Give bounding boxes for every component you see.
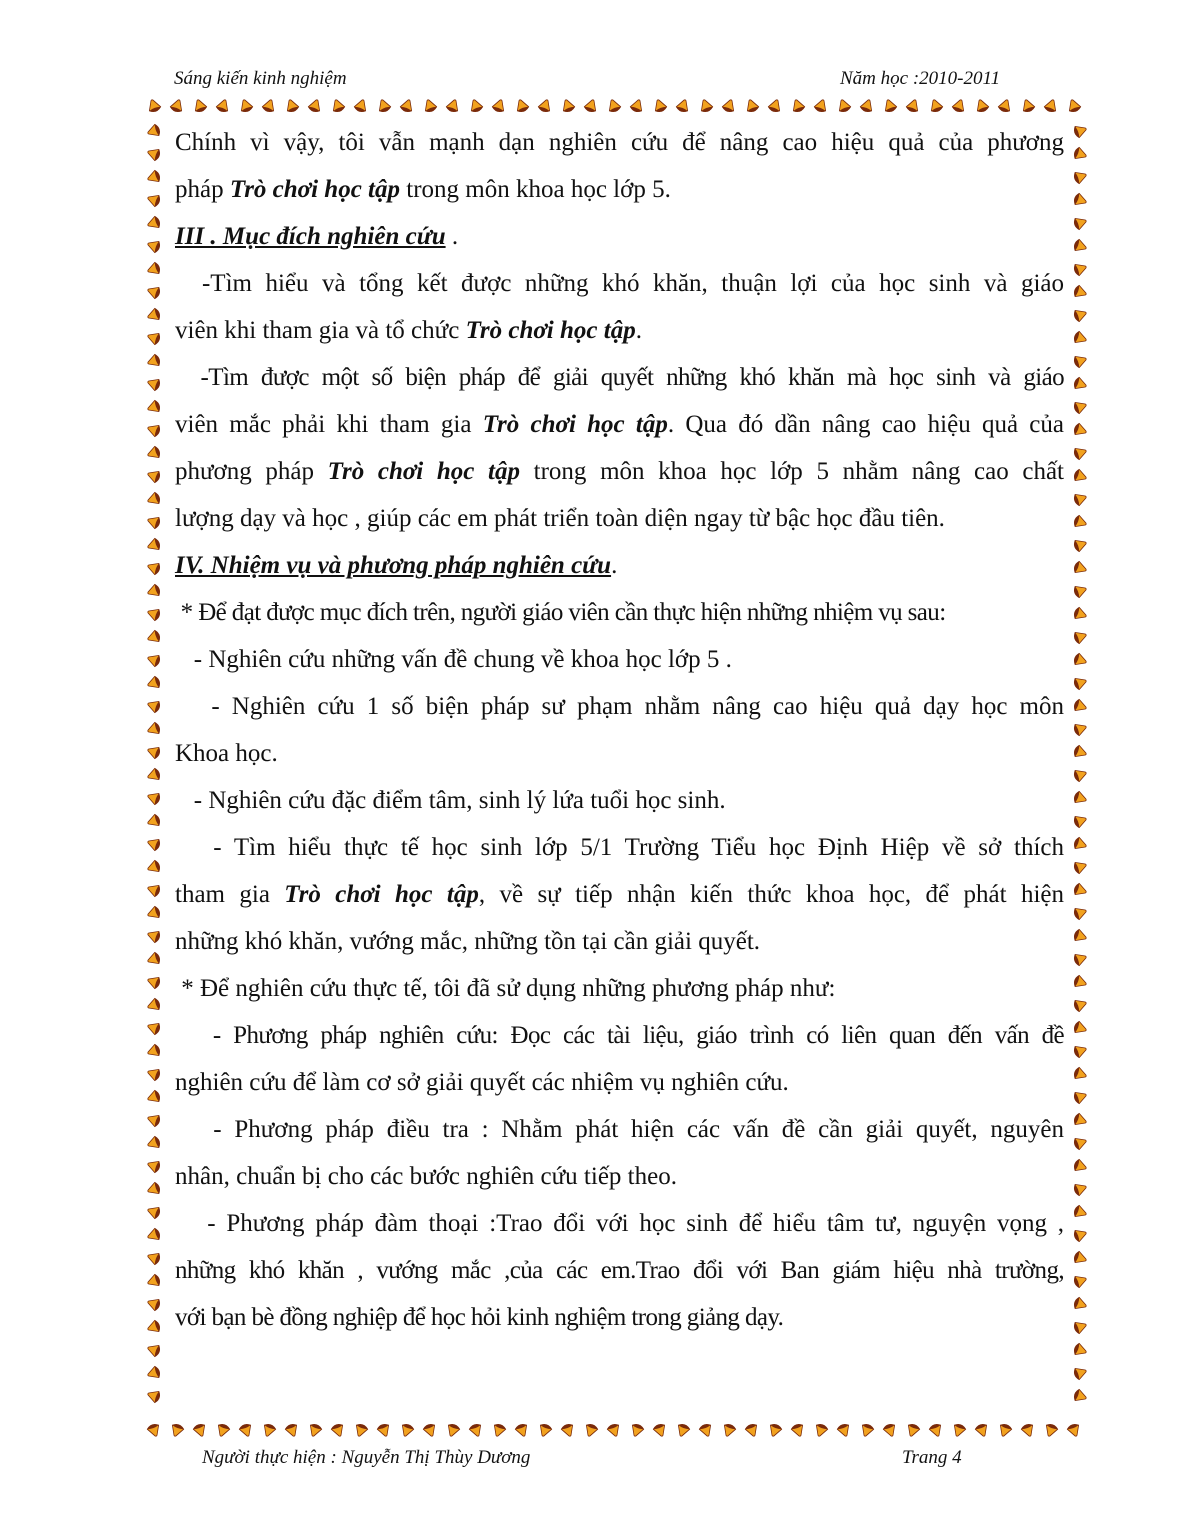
candy-corn-ornament bbox=[146, 1135, 161, 1150]
candy-corn-ornament bbox=[468, 98, 483, 113]
candy-corn-ornament bbox=[1073, 1089, 1088, 1104]
candy-corn-ornament bbox=[1073, 123, 1088, 138]
section-heading-iv: IV. Nhiệm vụ và phương pháp nghiên cứu. bbox=[175, 552, 618, 579]
candy-corn-ornament bbox=[261, 1423, 276, 1438]
candy-corn-ornament bbox=[445, 1423, 460, 1438]
candy-corn-ornament bbox=[1073, 169, 1088, 184]
candy-corn-ornament bbox=[146, 1020, 161, 1035]
candy-corn-ornament bbox=[238, 98, 253, 113]
candy-corn-ornament bbox=[1073, 629, 1088, 644]
candy-corn-ornament bbox=[146, 813, 161, 828]
candy-corn-ornament bbox=[721, 1423, 736, 1438]
candy-corn-ornament bbox=[146, 882, 161, 897]
footer-author: Người thực hiện : Nguyễn Thị Thùy Dương bbox=[202, 1447, 531, 1468]
candy-corn-ornament bbox=[307, 98, 322, 113]
candy-corn-ornament bbox=[514, 98, 529, 113]
candy-corn-ornament bbox=[146, 376, 161, 391]
candy-corn-ornament bbox=[1073, 1020, 1088, 1035]
candy-corn-ornament bbox=[146, 537, 161, 552]
candy-corn-ornament bbox=[1073, 721, 1088, 736]
candy-corn-ornament bbox=[146, 98, 161, 113]
candy-corn-ornament bbox=[1073, 353, 1088, 368]
candy-corn-ornament bbox=[721, 98, 736, 113]
candy-corn-ornament bbox=[146, 698, 161, 713]
body-line: nhân, chuẩn bị cho các bước nghiên cứu tiếp theo. bbox=[175, 1163, 677, 1190]
candy-corn-ornament bbox=[422, 98, 437, 113]
candy-corn-ornament bbox=[146, 721, 161, 736]
candy-corn-ornament bbox=[813, 98, 828, 113]
emphasis-term: Trò chơi học tập bbox=[482, 411, 668, 438]
footer-page-number: Trang 4 bbox=[902, 1447, 962, 1468]
candy-corn-ornament bbox=[146, 169, 161, 184]
candy-corn-ornament bbox=[215, 98, 230, 113]
candy-corn-ornament bbox=[215, 1423, 230, 1438]
emphasis-term: Trò chơi học tập bbox=[284, 881, 479, 908]
body-line: với bạn bè đồng nghiệp để học hỏi kinh nghiệm trong giảng dạy. bbox=[175, 1304, 784, 1331]
body-line: những khó khăn, vướng mắc, những tồn tại cần giải quyết. bbox=[175, 928, 761, 955]
candy-corn-ornament bbox=[1073, 882, 1088, 897]
candy-corn-ornament bbox=[146, 123, 161, 138]
candy-corn-ornament bbox=[146, 192, 161, 207]
body-line: lượng dạy và học , giúp các em phát triển toàn diện ngay từ bậc học đầu tiên. bbox=[175, 505, 945, 532]
candy-corn-ornament bbox=[261, 98, 276, 113]
candy-corn-ornament bbox=[1073, 1158, 1088, 1173]
candy-corn-ornament bbox=[1073, 284, 1088, 299]
candy-corn-ornament bbox=[146, 1158, 161, 1173]
candy-corn-ornament bbox=[445, 98, 460, 113]
body-line: pháp Trò chơi học tập trong môn khoa học lớp 5. bbox=[175, 176, 671, 203]
candy-corn-ornament bbox=[146, 1273, 161, 1288]
candy-corn-ornament bbox=[1073, 1319, 1088, 1334]
body-line: Khoa học. bbox=[175, 740, 278, 767]
candy-corn-ornament bbox=[192, 1423, 207, 1438]
candy-corn-ornament bbox=[146, 468, 161, 483]
candy-corn-ornament bbox=[1073, 606, 1088, 621]
section-heading-iii: III . Mục đích nghiên cứu . bbox=[175, 223, 459, 250]
candy-corn-ornament bbox=[1073, 537, 1088, 552]
candy-corn-ornament bbox=[905, 1423, 920, 1438]
candy-corn-ornament bbox=[1073, 859, 1088, 874]
candy-corn-ornament bbox=[146, 997, 161, 1012]
emphasis-term: Trò chơi học tập bbox=[327, 458, 520, 485]
candy-corn-ornament bbox=[951, 1423, 966, 1438]
body-line: viên khi tham gia và tổ chức Trò chơi học tập. bbox=[175, 317, 642, 344]
candy-corn-ornament bbox=[146, 1204, 161, 1219]
candy-corn-ornament bbox=[606, 1423, 621, 1438]
candy-corn-ornament bbox=[1073, 1342, 1088, 1357]
candy-corn-ornament bbox=[675, 1423, 690, 1438]
candy-corn-ornament bbox=[583, 1423, 598, 1438]
candy-corn-ornament bbox=[882, 98, 897, 113]
candy-corn-ornament bbox=[997, 1423, 1012, 1438]
candy-corn-ornament bbox=[974, 1423, 989, 1438]
candy-corn-ornament bbox=[376, 98, 391, 113]
candy-corn-ornament bbox=[146, 514, 161, 529]
candy-corn-ornament bbox=[928, 98, 943, 113]
body-line: Chính vì vậy, tôi vẫn mạnh dạn nghiên cứu để nâng cao hiệu quả của phương bbox=[175, 129, 1064, 156]
header-school-year: Năm học :2010-2011 bbox=[840, 68, 1001, 89]
candy-corn-ornament bbox=[146, 307, 161, 322]
body-line: - Tìm hiểu thực tế học sinh lớp 5/1 Trường Tiểu học Định Hiệp về sở thích bbox=[175, 834, 1064, 861]
candy-corn-ornament bbox=[376, 1423, 391, 1438]
candy-corn-ornament bbox=[146, 215, 161, 230]
candy-corn-ornament bbox=[1073, 399, 1088, 414]
candy-corn-ornament bbox=[1073, 905, 1088, 920]
body-line: -Tìm hiểu và tổng kết được những khó khăn, thuận lợi của học sinh và giáo bbox=[175, 270, 1064, 297]
candy-corn-ornament bbox=[146, 491, 161, 506]
candy-corn-ornament bbox=[169, 1423, 184, 1438]
candy-corn-ornament bbox=[514, 1423, 529, 1438]
candy-corn-ornament bbox=[1073, 790, 1088, 805]
candy-corn-ornament bbox=[1073, 468, 1088, 483]
candy-corn-ornament bbox=[1073, 560, 1088, 575]
candy-corn-ornament bbox=[146, 261, 161, 276]
candy-corn-ornament bbox=[1043, 98, 1058, 113]
candy-corn-ornament bbox=[767, 1423, 782, 1438]
body-line: - Nghiên cứu những vấn đề chung về khoa học lớp 5 . bbox=[175, 646, 732, 673]
emphasis-term: Trò chơi học tập bbox=[465, 317, 636, 344]
candy-corn-ornament bbox=[353, 1423, 368, 1438]
candy-corn-ornament bbox=[146, 1365, 161, 1380]
candy-corn-ornament bbox=[1073, 1204, 1088, 1219]
candy-corn-ornament bbox=[1066, 98, 1081, 113]
candy-corn-ornament bbox=[1073, 583, 1088, 598]
body-line: - Phương pháp đàm thoại :Trao đổi với học sinh để hiểu tâm tư, nguyện vọng , bbox=[175, 1210, 1064, 1237]
candy-corn-ornament bbox=[146, 238, 161, 253]
candy-corn-ornament bbox=[537, 98, 552, 113]
body-line: - Phương pháp nghiên cứu: Đọc các tài liệu, giáo trình có liên quan đến vấn đề bbox=[175, 1022, 1064, 1049]
candy-corn-ornament bbox=[146, 560, 161, 575]
candy-corn-ornament bbox=[146, 629, 161, 644]
candy-corn-ornament bbox=[629, 1423, 644, 1438]
candy-corn-ornament bbox=[583, 98, 598, 113]
candy-corn-ornament bbox=[146, 1066, 161, 1081]
candy-corn-ornament bbox=[146, 1388, 161, 1403]
body-line: viên mắc phải khi tham gia Trò chơi học tập. Qua đó dần nâng cao hiệu quả của bbox=[175, 411, 1064, 438]
candy-corn-ornament bbox=[1073, 836, 1088, 851]
candy-corn-ornament bbox=[1073, 813, 1088, 828]
candy-corn-ornament bbox=[422, 1423, 437, 1438]
body-line: - Nghiên cứu đặc điểm tâm, sinh lý lứa tuổi học sinh. bbox=[175, 787, 726, 814]
candy-corn-ornament bbox=[1073, 951, 1088, 966]
candy-corn-ornament bbox=[146, 859, 161, 874]
candy-corn-ornament bbox=[146, 652, 161, 667]
candy-corn-ornament bbox=[744, 98, 759, 113]
candy-corn-ornament bbox=[146, 583, 161, 598]
candy-corn-ornament bbox=[1020, 1423, 1035, 1438]
candy-corn-ornament bbox=[146, 445, 161, 460]
candy-corn-ornament bbox=[1073, 1388, 1088, 1403]
candy-corn-ornament bbox=[1073, 1365, 1088, 1380]
candy-corn-ornament bbox=[169, 98, 184, 113]
candy-corn-ornament bbox=[1073, 744, 1088, 759]
candy-corn-ornament bbox=[146, 284, 161, 299]
emphasis-term: Trò chơi học tập bbox=[229, 176, 400, 203]
candy-corn-ornament bbox=[146, 1342, 161, 1357]
candy-corn-ornament bbox=[1073, 1066, 1088, 1081]
candy-corn-ornament bbox=[1073, 1112, 1088, 1127]
candy-corn-ornament bbox=[1073, 215, 1088, 230]
candy-corn-ornament bbox=[859, 98, 874, 113]
candy-corn-ornament bbox=[1020, 98, 1035, 113]
body-line: -Tìm được một số biện pháp để giải quyết những khó khăn mà học sinh và giáo bbox=[175, 364, 1064, 391]
candy-corn-ornament bbox=[1073, 652, 1088, 667]
candy-corn-ornament bbox=[790, 1423, 805, 1438]
candy-corn-ornament bbox=[1066, 1423, 1081, 1438]
candy-corn-ornament bbox=[192, 98, 207, 113]
candy-corn-ornament bbox=[1073, 1043, 1088, 1058]
candy-corn-ornament bbox=[491, 1423, 506, 1438]
candy-corn-ornament bbox=[1073, 307, 1088, 322]
candy-corn-ornament bbox=[146, 836, 161, 851]
candy-corn-ornament bbox=[146, 767, 161, 782]
candy-corn-ornament bbox=[1073, 238, 1088, 253]
candy-corn-ornament bbox=[1073, 1296, 1088, 1311]
candy-corn-ornament bbox=[1073, 974, 1088, 989]
candy-corn-ornament bbox=[997, 98, 1012, 113]
candy-corn-ornament bbox=[1073, 1273, 1088, 1288]
candy-corn-ornament bbox=[652, 98, 667, 113]
candy-corn-ornament bbox=[468, 1423, 483, 1438]
candy-corn-ornament bbox=[1073, 330, 1088, 345]
candy-corn-ornament bbox=[1073, 1181, 1088, 1196]
candy-corn-ornament bbox=[813, 1423, 828, 1438]
candy-corn-ornament bbox=[146, 974, 161, 989]
candy-corn-ornament bbox=[146, 1296, 161, 1311]
candy-corn-ornament bbox=[652, 1423, 667, 1438]
candy-corn-ornament bbox=[698, 98, 713, 113]
candy-corn-ornament bbox=[146, 1250, 161, 1265]
candy-corn-ornament bbox=[330, 98, 345, 113]
candy-corn-ornament bbox=[284, 98, 299, 113]
candy-corn-ornament bbox=[836, 1423, 851, 1438]
candy-corn-ornament bbox=[1073, 698, 1088, 713]
candy-corn-ornament bbox=[1073, 491, 1088, 506]
candy-corn-ornament bbox=[146, 1423, 161, 1438]
candy-corn-ornament bbox=[698, 1423, 713, 1438]
candy-corn-ornament bbox=[146, 744, 161, 759]
candy-corn-ornament bbox=[629, 98, 644, 113]
candy-corn-ornament bbox=[146, 1112, 161, 1127]
header-title: Sáng kiến kinh nghiệm bbox=[174, 68, 347, 89]
candy-corn-ornament bbox=[146, 1181, 161, 1196]
candy-corn-ornament bbox=[1073, 261, 1088, 276]
candy-corn-ornament bbox=[1073, 1227, 1088, 1242]
candy-corn-ornament bbox=[146, 1089, 161, 1104]
candy-corn-ornament bbox=[1073, 997, 1088, 1012]
candy-corn-ornament bbox=[146, 353, 161, 368]
body-line: * Để đạt được mục đích trên, người giáo viên cần thực hiện những nhiệm vụ sau: bbox=[175, 599, 946, 626]
candy-corn-ornament bbox=[146, 790, 161, 805]
body-line: - Phương pháp điều tra : Nhằm phát hiện các vấn đề cần giải quyết, nguyên bbox=[175, 1116, 1064, 1143]
candy-corn-ornament bbox=[146, 1319, 161, 1334]
candy-corn-ornament bbox=[1073, 376, 1088, 391]
candy-corn-ornament bbox=[560, 98, 575, 113]
candy-corn-ornament bbox=[1073, 146, 1088, 161]
candy-corn-ornament bbox=[330, 1423, 345, 1438]
candy-corn-ornament bbox=[1073, 767, 1088, 782]
candy-corn-ornament bbox=[1073, 928, 1088, 943]
candy-corn-ornament bbox=[951, 98, 966, 113]
body-line: những khó khăn , vướng mắc ,của các em.Trao đổi với Ban giám hiệu nhà trường, bbox=[175, 1257, 1064, 1284]
candy-corn-ornament bbox=[790, 98, 805, 113]
candy-corn-ornament bbox=[353, 98, 368, 113]
candy-corn-ornament bbox=[560, 1423, 575, 1438]
candy-corn-ornament bbox=[146, 422, 161, 437]
candy-corn-ornament bbox=[767, 98, 782, 113]
candy-corn-ornament bbox=[974, 98, 989, 113]
candy-corn-ornament bbox=[1073, 675, 1088, 690]
candy-corn-ornament bbox=[1073, 445, 1088, 460]
candy-corn-ornament bbox=[882, 1423, 897, 1438]
candy-corn-ornament bbox=[146, 1227, 161, 1242]
candy-corn-ornament bbox=[307, 1423, 322, 1438]
candy-corn-ornament bbox=[399, 98, 414, 113]
candy-corn-ornament bbox=[146, 1043, 161, 1058]
candy-corn-ornament bbox=[491, 98, 506, 113]
candy-corn-ornament bbox=[146, 905, 161, 920]
body-line: * Để nghiên cứu thực tế, tôi đã sử dụng những phương pháp như: bbox=[175, 975, 836, 1002]
candy-corn-ornament bbox=[859, 1423, 874, 1438]
candy-corn-ornament bbox=[146, 146, 161, 161]
candy-corn-ornament bbox=[146, 330, 161, 345]
body-line: tham gia Trò chơi học tập, về sự tiếp nhận kiến thức khoa học, để phát hiện bbox=[175, 881, 1064, 908]
candy-corn-ornament bbox=[1073, 1135, 1088, 1150]
candy-corn-ornament bbox=[836, 98, 851, 113]
candy-corn-ornament bbox=[1073, 422, 1088, 437]
candy-corn-ornament bbox=[744, 1423, 759, 1438]
document-body bbox=[175, 119, 1064, 1341]
candy-corn-ornament bbox=[1073, 192, 1088, 207]
candy-corn-ornament bbox=[146, 606, 161, 621]
candy-corn-ornament bbox=[1043, 1423, 1058, 1438]
candy-corn-ornament bbox=[146, 399, 161, 414]
body-line: phương pháp Trò chơi học tập trong môn khoa học lớp 5 nhằm nâng cao chất bbox=[175, 458, 1065, 485]
candy-corn-ornament bbox=[146, 951, 161, 966]
candy-corn-ornament bbox=[1073, 514, 1088, 529]
body-line: nghiên cứu để làm cơ sở giải quyết các nhiệm vụ nghiên cứu. bbox=[175, 1069, 789, 1096]
candy-corn-ornament bbox=[537, 1423, 552, 1438]
candy-corn-ornament bbox=[284, 1423, 299, 1438]
candy-corn-ornament bbox=[606, 98, 621, 113]
candy-corn-ornament bbox=[928, 1423, 943, 1438]
body-line: - Nghiên cứu 1 số biện pháp sư phạm nhằm nâng cao hiệu quả dạy học môn bbox=[175, 693, 1064, 720]
candy-corn-ornament bbox=[399, 1423, 414, 1438]
candy-corn-ornament bbox=[238, 1423, 253, 1438]
candy-corn-ornament bbox=[146, 675, 161, 690]
candy-corn-ornament bbox=[675, 98, 690, 113]
candy-corn-ornament bbox=[1073, 1250, 1088, 1265]
candy-corn-ornament bbox=[905, 98, 920, 113]
candy-corn-ornament bbox=[146, 928, 161, 943]
